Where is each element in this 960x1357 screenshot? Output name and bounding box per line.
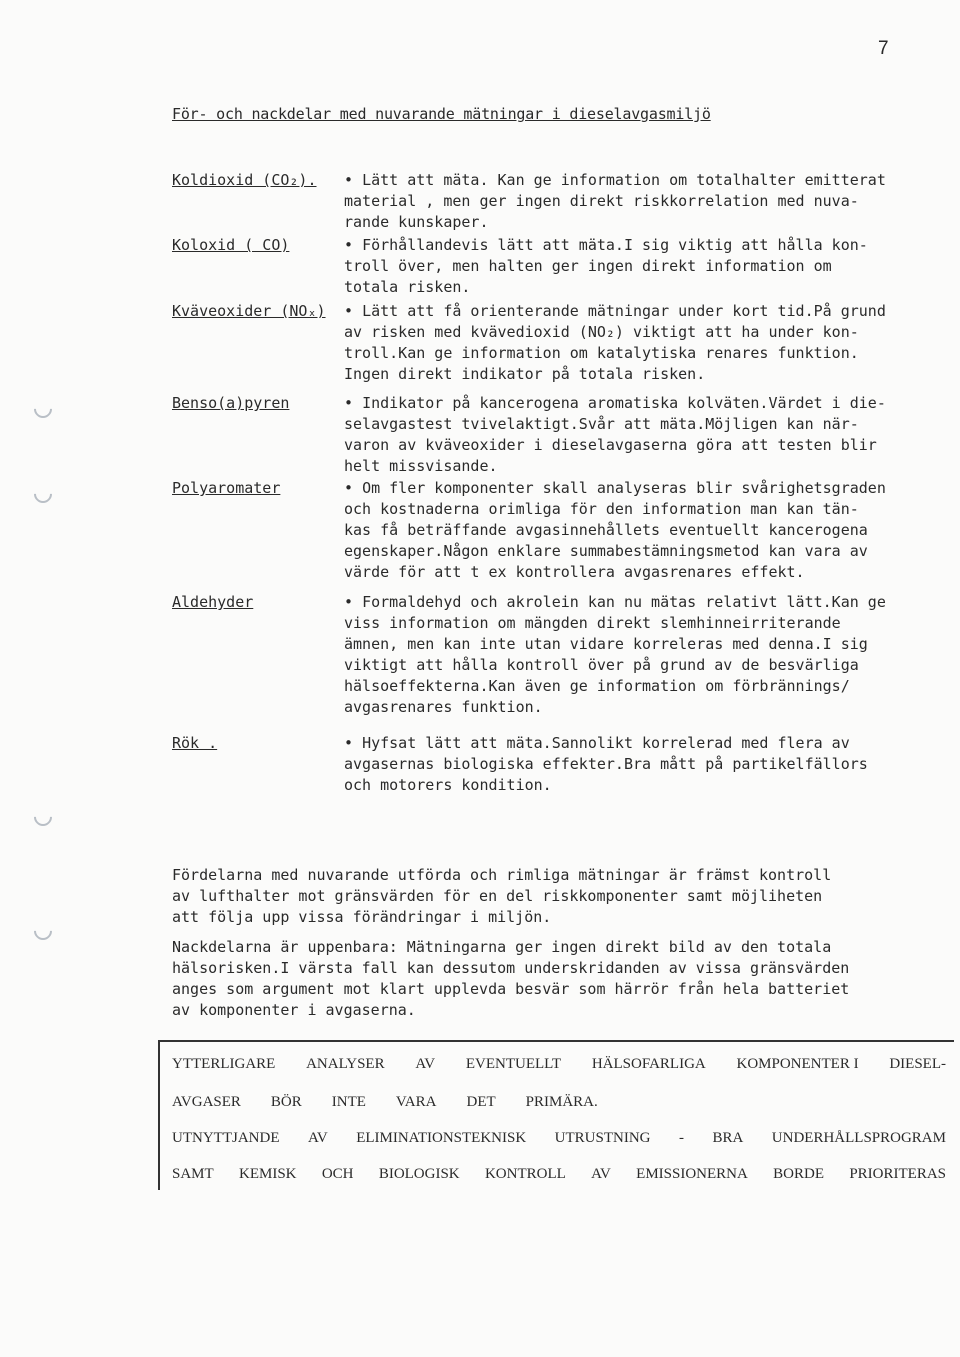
box-word: PRIORITERAS bbox=[849, 1166, 946, 1182]
entry-term: Benso(a)pyren bbox=[172, 394, 290, 412]
description-line: hälsoeffekterna.Kan även ge information om förbrännings/ bbox=[344, 677, 850, 695]
entry-description bbox=[344, 393, 946, 477]
description-line: • Formaldehyd och akrolein kan nu mätas relativt lätt.Kan ge bbox=[344, 592, 946, 613]
description-line: material , men ger ingen direkt riskkorrelation med nuva- bbox=[344, 192, 859, 210]
description-line: avgasrenares funktion. bbox=[344, 698, 543, 716]
description-line: viktigt att hålla kontroll över på grund av de besvärliga bbox=[344, 656, 859, 674]
box-word: VARA bbox=[395, 1094, 437, 1110]
box-word: HÄLSOFARLIGA bbox=[591, 1056, 706, 1072]
box-word: EVENTUELLT bbox=[465, 1056, 562, 1072]
description-line: troll.Kan ge information om katalytiska renares funktion. bbox=[344, 344, 859, 362]
binder-hole-mark bbox=[30, 804, 55, 829]
box-word: BÖR bbox=[270, 1094, 302, 1110]
description-line: rande kunskaper. bbox=[344, 213, 489, 231]
description-line: av risken med kvävedioxid (NO₂) viktigt att ha under kon- bbox=[344, 323, 859, 341]
box-word: YTTERLIGARE bbox=[172, 1056, 276, 1072]
entry-description bbox=[344, 592, 946, 718]
description-line: avgasernas biologiska effekter.Bra mått på partikelfällors bbox=[344, 755, 868, 773]
box-word: AV bbox=[591, 1166, 611, 1182]
box-word: EMISSIONERNA bbox=[636, 1166, 748, 1182]
entry-term: Polyaromater bbox=[172, 479, 281, 497]
entry-term: Koloxid ( CO) bbox=[172, 236, 290, 254]
section-heading: För- och nackdelar med nuvarande mätningar i dieselavgasmiljö bbox=[172, 105, 711, 123]
paragraph-nackdelar bbox=[172, 937, 947, 1021]
binder-hole-mark bbox=[30, 481, 55, 506]
paragraph-line: Nackdelarna är uppenbara: Mätningarna ger ingen direkt bild av den totala bbox=[172, 938, 832, 956]
binder-hole-mark bbox=[30, 918, 55, 943]
box-word: KONTROLL bbox=[484, 1166, 566, 1182]
entry-description bbox=[344, 733, 946, 796]
box-word: DET bbox=[466, 1094, 496, 1110]
paragraph-line: anges som argument mot klart upplevda besvär som härrör från hela batteriet bbox=[172, 980, 850, 998]
box-word: UTNYTTJANDE bbox=[172, 1130, 280, 1146]
description-line: värde för att t ex kontrollera avgasrenares effekt. bbox=[344, 563, 805, 581]
entry-description bbox=[344, 301, 946, 385]
description-line: varon av kväveoxider i dieselavgaserna göra att testen blir bbox=[344, 436, 877, 454]
paragraph-line: av komponenter i avgaserna. bbox=[172, 1001, 416, 1019]
box-word: UTRUSTNING bbox=[554, 1130, 651, 1146]
box-row bbox=[172, 1130, 946, 1147]
description-line: • Indikator på kancerogena aromatiska kolväten.Värdet i die- bbox=[344, 393, 946, 414]
description-line: • Lätt att mäta. Kan ge information om totalhalter emitterat bbox=[344, 170, 946, 191]
box-word: DIESEL- bbox=[889, 1056, 946, 1072]
paragraph-line: Fördelarna med nuvarande utförda och rimliga mätningar är främst kontroll bbox=[172, 866, 832, 884]
description-line: • Lätt att få orienterande mätningar under kort tid.På grund bbox=[344, 301, 946, 322]
paragraph-line: av lufthalter mot gränsvärden för en del riskkomponenter samt möjliheten bbox=[172, 887, 823, 905]
box-row bbox=[172, 1094, 946, 1111]
box-word: KOMPONENTER I bbox=[736, 1056, 859, 1072]
entry-description bbox=[344, 235, 946, 298]
box-word: AV bbox=[415, 1056, 436, 1072]
description-line: och kostnaderna orimliga för den information man kan tän- bbox=[344, 500, 859, 518]
box-word: PRIMÄRA. bbox=[525, 1094, 598, 1110]
box-word: INTE bbox=[331, 1094, 366, 1110]
entry-description bbox=[344, 478, 946, 583]
description-line: egenskaper.Någon enklare summabestämningsmetod kan vara av bbox=[344, 542, 868, 560]
description-line: kas få beträffande avgasinnehållets eventuellt kancerogena bbox=[344, 521, 868, 539]
paragraph-fordelar bbox=[172, 865, 947, 928]
page-number: 7 bbox=[878, 38, 889, 59]
description-line: • Förhållandevis lätt att mäta.I sig viktig att hålla kon- bbox=[344, 235, 946, 256]
box-word: AV bbox=[307, 1130, 328, 1146]
description-line: • Om fler komponenter skall analyseras blir svårighetsgraden bbox=[344, 478, 946, 499]
box-row bbox=[172, 1056, 946, 1073]
description-line: totala risken. bbox=[344, 278, 471, 296]
description-line: Ingen direkt indikator på totala risken. bbox=[344, 365, 706, 383]
box-word: BIOLOGISK bbox=[378, 1166, 460, 1182]
entry-term: Rök . bbox=[172, 734, 218, 752]
box-word: - bbox=[678, 1130, 684, 1146]
paragraph-line: hälsorisken.I värsta fall kan dessutom underskridanden av vissa gränsvärden bbox=[172, 959, 850, 977]
box-word: UNDERHÅLLSPROGRAM bbox=[771, 1130, 946, 1146]
box-word: ELIMINATIONSTEKNISK bbox=[356, 1130, 527, 1146]
box-word: SAMT bbox=[172, 1166, 214, 1182]
box-word: KEMISK bbox=[239, 1166, 297, 1182]
box-word: BORDE bbox=[773, 1166, 824, 1182]
description-line: • Hyfsat lätt att mäta.Sannolikt korrelerad med flera av bbox=[344, 733, 946, 754]
description-line: och motorers kondition. bbox=[344, 776, 552, 794]
description-line: helt missvisande. bbox=[344, 457, 498, 475]
entry-description bbox=[344, 170, 946, 233]
box-word: AVGASER bbox=[172, 1094, 241, 1110]
paragraph-line: att följa upp vissa förändringar i miljön. bbox=[172, 908, 552, 926]
description-line: ämnen, men kan inte utan vidare korreleras med denna.I sig bbox=[344, 635, 868, 653]
box-row bbox=[172, 1166, 946, 1183]
box-word: BRA bbox=[712, 1130, 744, 1146]
box-word: OCH bbox=[321, 1166, 354, 1182]
description-line: viss information om mängden direkt slemhinneirriterande bbox=[344, 614, 841, 632]
description-line: selavgastest tvivelaktigt.Svår att mäta.Möjligen kan när- bbox=[344, 415, 859, 433]
description-line: troll över, men halten ger ingen direkt information om bbox=[344, 257, 832, 275]
binder-hole-mark bbox=[30, 396, 55, 421]
recommendation-box bbox=[158, 1040, 954, 1190]
entry-term: Kväveoxider (NOₓ) bbox=[172, 302, 326, 320]
entry-term: Aldehyder bbox=[172, 593, 254, 611]
box-word: ANALYSER bbox=[306, 1056, 385, 1072]
entry-term: Koldioxid (CO₂). bbox=[172, 171, 317, 189]
